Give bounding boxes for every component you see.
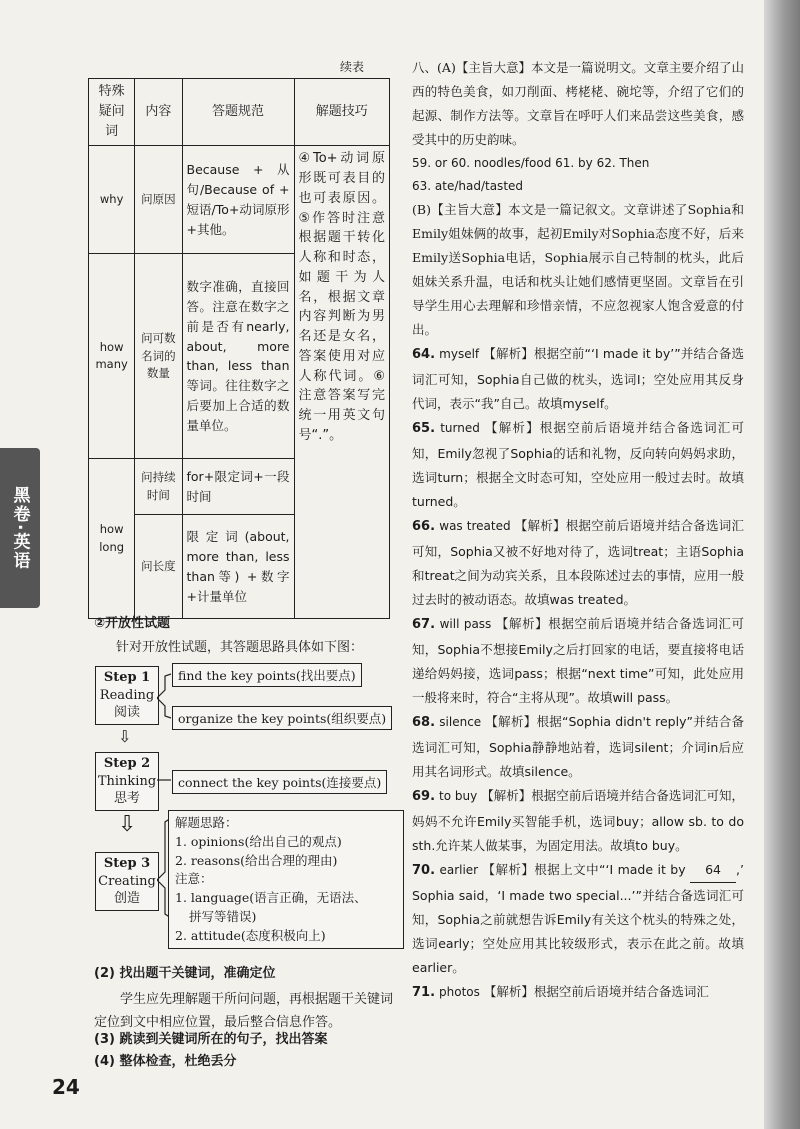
table-cell-tips: ④To+动词原形既可表目的也可表原因。⑤作答时注意根据题干转化人称和时态，如题干为人名，根据文章内容判断为男名还是女名，答案使用对应人称代词。⑥注意答案写完统一用英文句号“.”。 [294,146,389,619]
item-number: 66. [412,518,436,534]
point-2: (2) 找出题干关键词，准确定位 [94,966,276,981]
item-explanation: 【解析】根据空前“‘I made it by’”并结合备选词汇可知，Sophia自己做的枕头，选词I；空处应用其反身代词，表示“我”自己。故填myself。 [412,346,744,412]
open-title: ②开放性试题 [94,616,171,631]
item-number: 69. [412,788,436,804]
table-cell-standard: 数字准确，直接回答。注意在数字之前是否有nearly, about, more than, less than等词。往往数字之后要加上合适的数量单位。 [182,254,294,459]
page-number: 24 [52,1075,80,1099]
detail-line: 1. opinions(给出自己的观点) [175,833,342,849]
point-3: (3) 跳读到关键词所在的句子，找出答案 [94,1032,328,1047]
step-1-key-points: find the key points(找出要点) [172,663,362,687]
step-label: Step 2 [103,756,151,771]
item-number: 70. [412,862,436,878]
table-header: 特殊疑问词 [89,79,135,146]
step-cn: 创造 [113,891,140,907]
down-arrow-icon: ⇩ [118,727,132,746]
item-number: 65. [412,421,436,437]
item-explanation: 【解析】根据“Sophia didn't reply”并结合备选词汇可知，Sophia静静地站着，选词silent；介词in后应用其名词形式。故填silence。 [412,713,745,779]
detail-line: 注意： [175,871,213,887]
down-arrow-icon: ⇩ [118,812,137,837]
table-cell-standard: Because + 从句/Because of + 短语/To+动词原形+其他。 [182,146,294,254]
step-en: Thinking [97,773,157,789]
item-answer: turned [440,421,480,436]
item-answer: will pass [439,616,492,631]
detail-line: 1. language(语言正确，无语法、 [175,890,367,905]
section-8a: 八、(A)【主旨大意】本文是一篇说明文。文章主要介绍了山西的特色美食，如刀削面、栲栳栳、碗坨等，介绍了它们的起源、制作方法等。文章旨在呼吁人们来品尝这些美食，感受其中的历史韵味。 [412,60,744,147]
detail-line: 2. attitude(态度积极向上) [175,927,326,943]
answer-item [412,342,744,416]
item-number: 68. [412,714,436,730]
item-number: 64. [412,347,436,363]
detail-line: 2. reasons(给出合理的理由) [175,852,338,868]
answer-item [412,858,744,980]
item-explanation: 【解析】根据空前后语境并结合备选词汇可知，Sophia又被不好地对待了，选词treat；主语Sophia和treat之间为动宾关系，且本段陈述过去的事情，应用一般过去时的被动语态。故填was treated。 [412,517,744,607]
table-cell-standard: 限定词(about, more than, less than等) +数字+计量单位 [182,515,294,619]
answer-item [412,612,744,710]
side-tab: 黑卷·英语 [0,448,40,608]
item-explanation: 【解析】根据空前后语境并结合备选词汇可知，妈妈不允许Emily买智能手机，选词buy；allow sb. to do sth.允许某人做某事，为固定用法。故填to buy。 [412,787,744,853]
answers-59-62: 59. or 60. noodles/food 61. by 62. Then [412,156,650,170]
item-number: 67. [412,616,436,632]
item-answer: to buy [439,788,478,803]
table-cell-word: why [89,146,135,254]
table-cell-word: how long [89,459,135,619]
step-2-box [95,752,159,811]
step-1-organize: organize the key points(组织要点) [172,706,392,730]
continued-label: 续表 [340,60,365,74]
step-3-details [168,810,404,949]
step-1-box [95,666,159,725]
item-explanation: 【解析】根据空前后语境并结合备选词汇可知，Sophia不想接Emily之后打回家的电话，要直接将电话递给妈妈接，选词pass；根据“next time”可知，此处应用一般将来时，符合“主将从现”。故填will pass。 [412,615,744,705]
answer-item [412,514,744,612]
table-header: 解题技巧 [294,79,389,146]
book-spine [764,0,800,1129]
item-answer: silence [439,714,482,729]
table-cell-word: how many [89,254,135,459]
item-number: 71. [412,984,436,1000]
step-label: Step 3 [103,856,151,871]
right-column [412,56,744,1006]
point-4: (4) 整体检查，杜绝丢分 [94,1054,237,1069]
table-header: 答题规范 [182,79,294,146]
item-explanation: 【解析】根据空前后语境并结合备选词汇可知，Emily忽视了Sophia的话和礼物，反向转向妈妈求助，选词turn；根据全文时态可知，空处应用一般过去时。故填turned。 [412,420,744,509]
step-cn: 思考 [113,791,140,807]
step-cn: 阅读 [113,705,140,721]
step-3-box [95,852,159,911]
answer-63: 63. ate/had/tasted [412,179,524,194]
table-cell-content: 问长度 [135,515,182,619]
item-explanation: ,’ Sophia said，‘I made two special...’”并结合备选词汇可知，Sophia之前就想告诉Emily有关这个枕头的特殊之处，选词early；空处应用其比较级形式，表示在此之前。故填earlier。 [412,861,744,975]
detail-line: 拼写等错误) [189,908,257,924]
detail-line: 解题思路： [175,815,238,830]
table-cell-content: 问可数名词的数量 [135,254,182,459]
item-answer: photos [439,984,480,999]
question-word-table [88,78,390,619]
open-intro: 针对开放性试题，其答题思路具体如下图： [116,640,364,655]
step-label: Step 1 [103,670,151,685]
answer-item [412,416,744,514]
item-explanation: 【解析】根据上文中“‘I made it by [482,861,686,877]
item-answer: was treated [439,518,511,533]
step-en: Creating [98,873,156,889]
item-answer: earlier [439,862,479,877]
answer-item [412,980,744,1006]
table-header: 内容 [135,79,182,146]
item-explanation: 【解析】根据空前后语境并结合备选词汇 [483,983,709,999]
point-2-body: 学生应先理解题干所问问题，再根据题干关键词定位到文中相应位置，最后整合信息作答。 [94,992,394,1031]
step-2-connect: connect the key points(连接要点) [172,770,387,794]
table-cell-standard: for+限定词+一段时间 [182,459,294,515]
answer-item [412,710,744,784]
table-cell-content: 问原因 [135,146,182,254]
table-cell-content: 问持续时间 [135,459,182,515]
step-en: Reading [99,687,155,703]
item-answer: myself [439,347,480,362]
blank-number: 64 [690,858,736,883]
section-8b: (B)【主旨大意】本文是一篇记叙文。文章讲述了Sophia和Emily姐妹俩的故事，起初Emily对Sophia态度不好，后来Emily送Sophia电话，Sophia展示自己特制的枕头，此后姐妹关系升温，电话和枕头让她们感情更坚固。文章旨在引导学生用心去理解和珍惜亲情，不应忽视家人饱含爱意的付出。 [412,202,744,338]
answer-item [412,784,744,858]
